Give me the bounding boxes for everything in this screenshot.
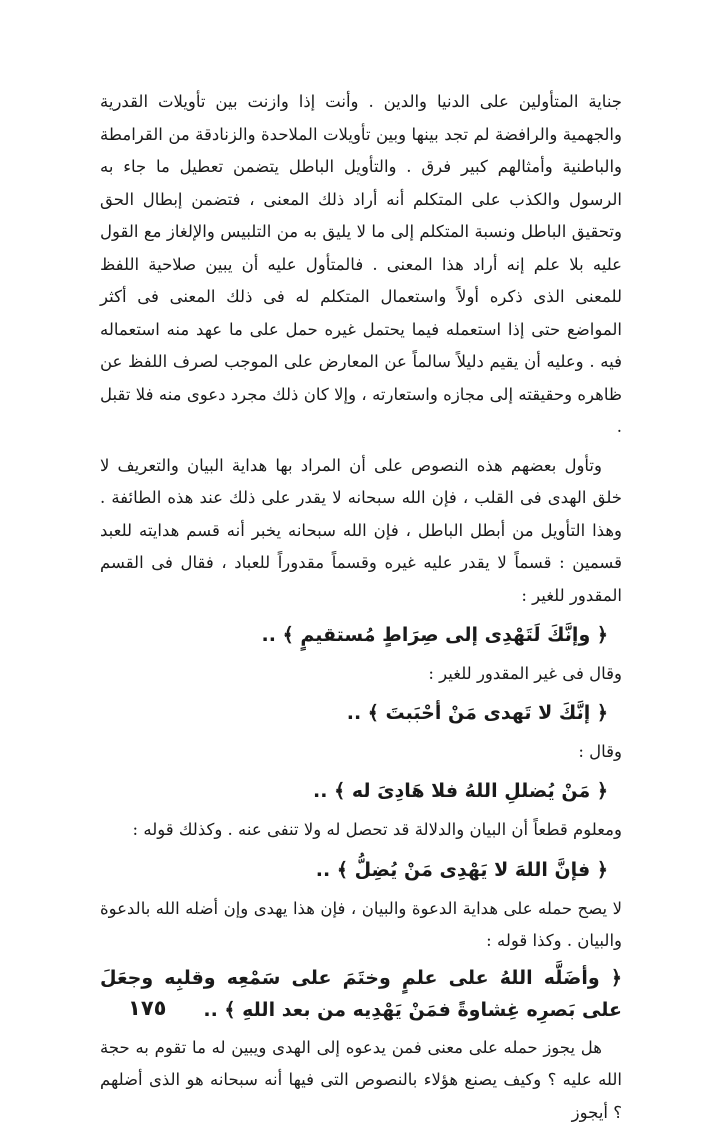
quran-verse-5: ﴿ وأضَلَّه اللهُ على علمٍ وختَمَ على سَمْعِه وقلبِه وجعَلَ على بَصرِه غِشاوةً فمَنْ يَهْدِيه من بعد اللهِ ﴾ .. bbox=[100, 962, 622, 1026]
paragraph-3: ومعلوم قطعاً أن البيان والدلالة قد تحصل له ولا تنفى عنه . وكذلك قوله : bbox=[100, 814, 622, 847]
quran-verse-4: ﴿ فإنَّ اللهَ لا يَهْدِى مَنْ يُضِلُّ ﴾ .. bbox=[100, 851, 608, 889]
quran-verse-3: ﴿ مَنْ يُضللِ اللهُ فلا هَادِىَ له ﴾ .. bbox=[100, 772, 608, 810]
paragraph-5: هل يجوز حمله على معنى فمن يدعوه إلى الهدى ويبين له ما تقوم به حجة الله عليه ؟ وكيف يصنع هؤلاء بالنصوص التى فيها أنه سبحانه هو الذى أضلهم ؟ أيجوز bbox=[100, 1032, 622, 1129]
quran-verse-1: ﴿ وإنَّكَ لَتَهْدِى إلى صِرَاطٍ مُستقيمٍ ﴾ .. bbox=[100, 616, 608, 654]
quran-verse-2: ﴿ إنَّكَ لا تَهدى مَنْ أحْبَبتَ ﴾ .. bbox=[100, 694, 608, 732]
page-number: ١٧٥ bbox=[128, 996, 166, 1020]
paragraph-4: لا يصح حمله على هداية الدعوة والبيان ، فإن هذا يهدى وإن أضله الله بالدعوة والبيان . وكذا قوله : bbox=[100, 893, 622, 958]
paragraph-1: جناية المتأولين على الدنيا والدين . وأنت إذا وازنت بين تأويلات القدرية والجهمية والرافضة لم تجد بينها وبين تأويلات الملاحدة والزنادقة من القرامطة والباطنية وأمثالهم كبير فرق . والتأويل الباطل يتضمن تعطيل ما جاء به الرسول والكذب على المتكلم أنه أراد ذلك المعنى ، فتضمن إبطال الحق وتحقيق الباطل ونسبة المتكلم إلى ما لا يليق به من التلبيس والإلغاز مع القول عليه بلا علم إنه أراد هذا المعنى . فالمتأول عليه أن يبين صلاحية اللفظ للمعنى الذى ذكره أولاً واستعمال المتكلم له فى ذلك المعنى فى أكثر المواضع حتى إذا استعمله فيما يحتمل غيره حمل على ما عهد منه استعماله فيه . وعليه أن يقيم دليلاً سالماً عن المعارض على الموجب لصرف اللفظ عن ظاهره وحقيقته إلى مجازه واستعارته ، وإلا كان ذلك مجرد دعوى منه فلا تقبل . bbox=[100, 86, 622, 444]
verse-intro-3: وقال : bbox=[100, 736, 622, 768]
paragraph-2: وتأول بعضهم هذه النصوص على أن المراد بها هداية البيان والتعريف لا خلق الهدى فى القلب ، فإن الله سبحانه لا يقدر على ذلك عند هذه الطائفة . وهذا التأويل من أبطل الباطل ، فإن الله سبحانه يخبر أنه قسم هدايته للعبد قسمين : قسماً لا يقدر عليه غيره وقسماً مقدوراً للعباد ، فقال فى القسم المقدور للغير : bbox=[100, 450, 622, 613]
page-body bbox=[100, 86, 622, 1129]
verse-intro-2: وقال فى غير المقدور للغير : bbox=[100, 658, 622, 690]
